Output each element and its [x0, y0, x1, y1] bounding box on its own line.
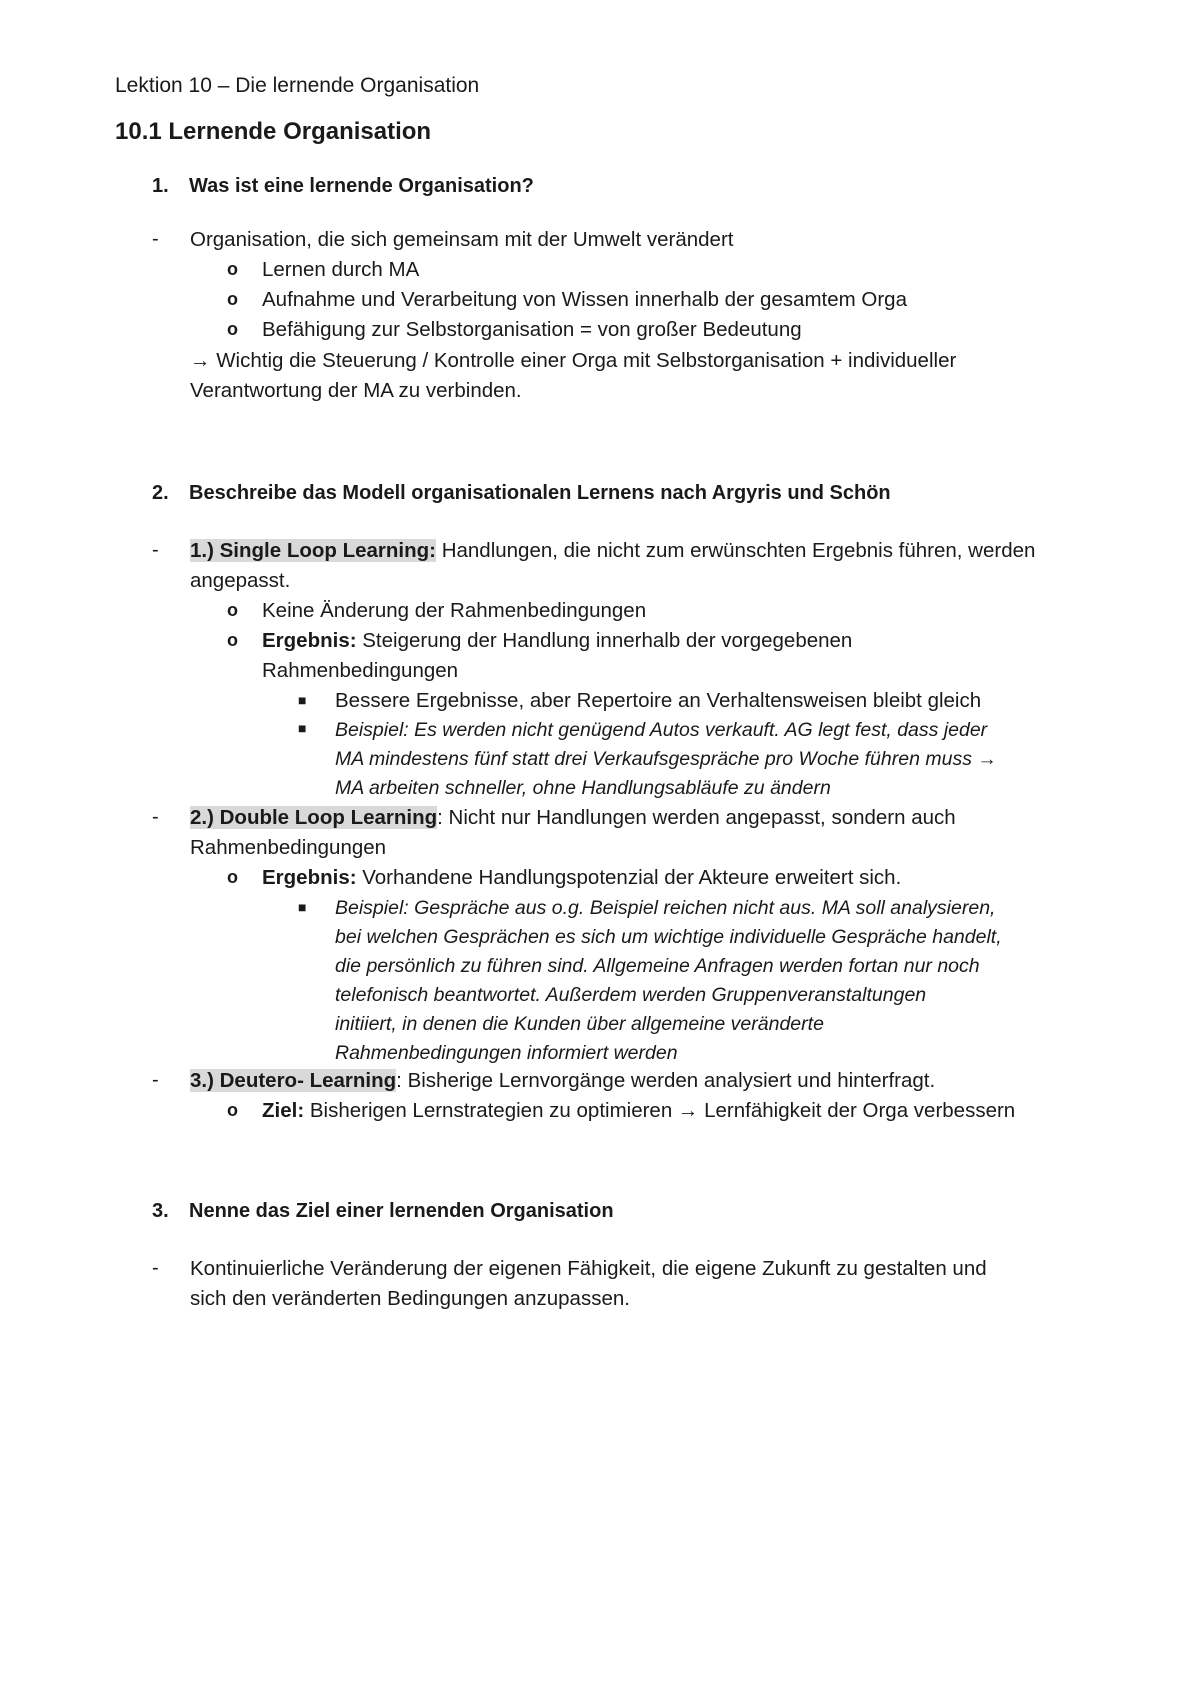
list-item: Befähigung zur Selbstorganisation = von großer Bedeutung	[262, 318, 802, 341]
list-item: Ergebnis: Steigerung der Handlung innerhalb der vorgegebenen	[262, 629, 853, 652]
circle-bullet: o	[227, 867, 238, 887]
answer-text: Rahmenbedingungen	[190, 836, 387, 859]
example-text: MA arbeiten schneller, ohne Handlungsabläufe zu ändern	[335, 777, 831, 799]
conclusion-line: → Wichtig die Steuerung / Kontrolle einer Orga mit Selbstorganisation + individueller	[190, 349, 957, 372]
list-item: Aufnahme und Verarbeitung von Wissen innerhalb der gesamtem Orga	[262, 288, 907, 311]
double-loop-item: 2.) Double Loop Learning: Nicht nur Handlungen werden angepasst, sondern auch	[190, 806, 956, 829]
highlighted-term: 3.) Deutero- Learning	[190, 1069, 397, 1092]
example-text: Beispiel: Es werden nicht genügend Autos verkauft. AG legt fest, dass jeder	[335, 719, 988, 741]
list-item: Lernen durch MA	[262, 258, 420, 281]
section-heading: 10.1 Lernende Organisation	[115, 118, 432, 145]
dash-bullet: -	[152, 806, 159, 828]
square-bullet: ■	[298, 899, 307, 915]
circle-bullet: o	[227, 319, 238, 339]
circle-bullet: o	[227, 289, 238, 309]
example-text: Beispiel: Gespräche aus o.g. Beispiel reichen nicht aus. MA soll analysieren,	[335, 897, 996, 919]
conclusion-line: Verantwortung der MA zu verbinden.	[190, 379, 522, 402]
example-text: die persönlich zu führen sind. Allgemeine Anfragen werden fortan nur noch	[335, 955, 980, 977]
question-number: 3.	[152, 1200, 169, 1222]
dash-bullet: -	[152, 228, 159, 250]
example-text: bei welchen Gesprächen es sich um wichtige individuelle Gespräche handelt,	[335, 926, 1002, 948]
arrow-icon: →	[190, 349, 211, 372]
dash-bullet: -	[152, 539, 159, 561]
highlighted-term: 2.) Double Loop Learning	[190, 806, 438, 829]
example-text: telefonisch beantwortet. Außerdem werden Gruppenveranstaltungen	[335, 984, 927, 1006]
question-text: Was ist eine lernende Organisation?	[189, 175, 534, 197]
dash-bullet: -	[152, 1069, 159, 1091]
single-loop-item: 1.) Single Loop Learning: Handlungen, die nicht zum erwünschten Ergebnis führen, werden	[190, 539, 1036, 562]
list-item-continued: Rahmenbedingungen	[262, 659, 459, 682]
deutero-item: 3.) Deutero- Learning: Bisherige Lernvorgänge werden analysiert und hinterfragt.	[190, 1069, 936, 1092]
example-text: MA mindestens fünf statt drei Verkaufsgespräche pro Woche führen muss →	[335, 748, 997, 770]
question-number: 1.	[152, 175, 169, 197]
question-2	[152, 482, 891, 505]
question-text: Nenne das Ziel einer lernenden Organisation	[189, 1200, 614, 1222]
answer-text: Organisation, die sich gemeinsam mit der Umwelt verändert	[190, 228, 734, 251]
circle-bullet: o	[227, 600, 238, 620]
sub-list-item: Bessere Ergebnisse, aber Repertoire an Verhaltensweisen bleibt gleich	[335, 689, 982, 712]
highlighted-term: 1.) Single Loop Learning:	[190, 539, 436, 562]
question-1	[152, 175, 534, 198]
example-text: initiiert, in denen die Kunden über allgemeine veränderte	[335, 1013, 824, 1035]
example-text: Rahmenbedingungen informiert werden	[335, 1042, 678, 1064]
question-3	[152, 1200, 614, 1223]
square-bullet: ■	[298, 720, 307, 736]
question-text: Beschreibe das Modell organisationalen Lernens nach Argyris und Schön	[189, 482, 891, 504]
list-item: Ergebnis: Vorhandene Handlungspotenzial der Akteure erweitert sich.	[262, 866, 902, 889]
answer-text: angepasst.	[190, 569, 291, 592]
circle-bullet: o	[227, 1100, 238, 1120]
answer-text: sich den veränderten Bedingungen anzupassen.	[190, 1287, 630, 1310]
document-title: Lektion 10 – Die lernende Organisation	[115, 74, 480, 97]
dash-bullet: -	[152, 1257, 159, 1279]
question-number: 2.	[152, 482, 169, 504]
square-bullet: ■	[298, 692, 307, 708]
circle-bullet: o	[227, 259, 238, 279]
circle-bullet: o	[227, 630, 238, 650]
list-item: Keine Änderung der Rahmenbedingungen	[262, 599, 647, 622]
list-item: Ziel: Bisherigen Lernstrategien zu optimieren → Lernfähigkeit der Orga verbessern	[262, 1099, 1016, 1122]
answer-text: Kontinuierliche Veränderung der eigenen Fähigkeit, die eigene Zukunft zu gestalten und	[190, 1257, 987, 1280]
arrow-icon: →	[677, 1099, 699, 1122]
arrow-icon: →	[977, 748, 997, 770]
